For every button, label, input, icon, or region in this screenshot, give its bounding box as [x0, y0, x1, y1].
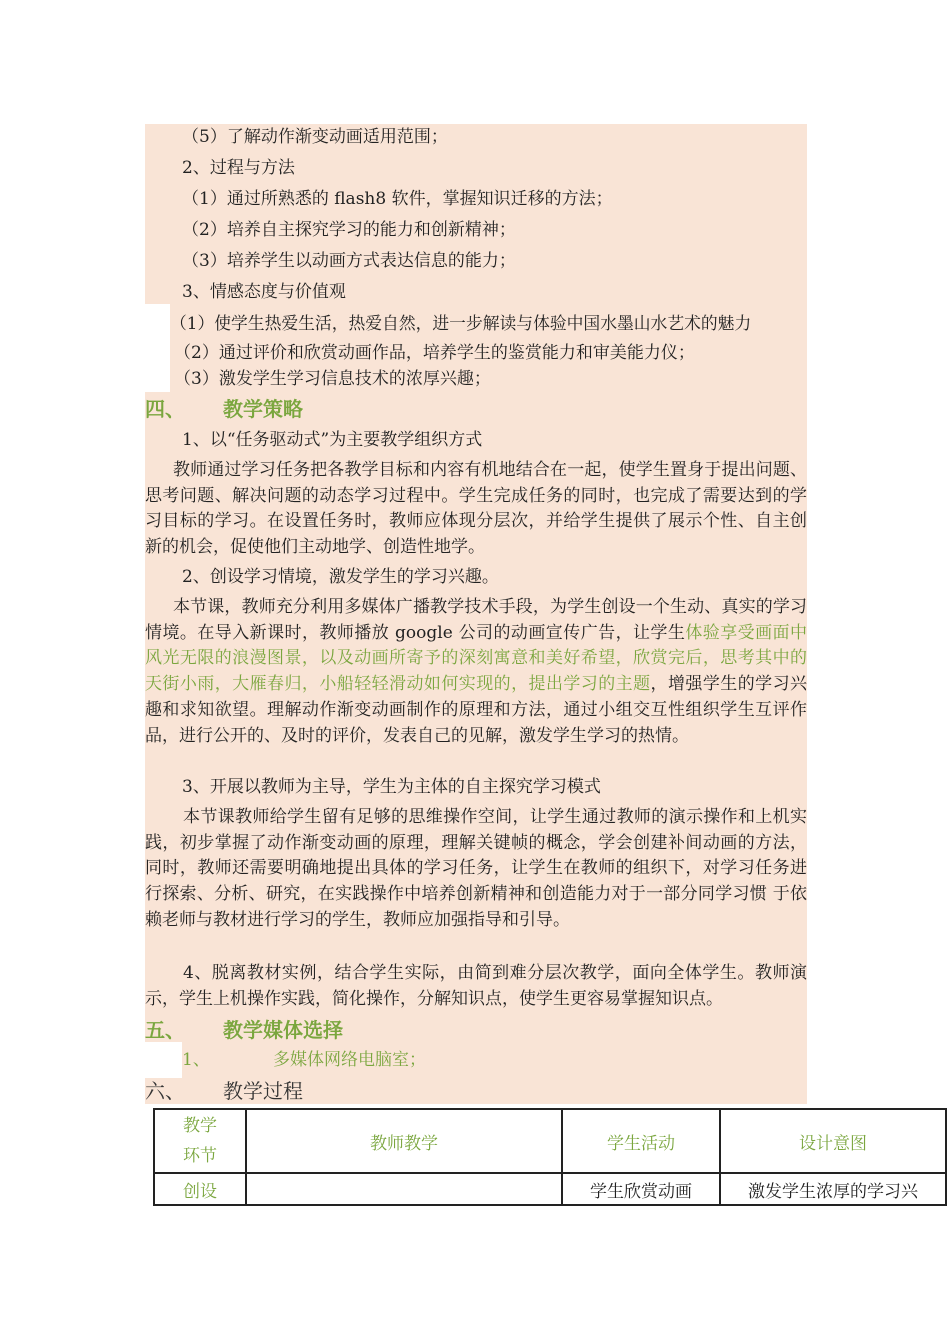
strategy-3-body: 本节课教师给学生留有足够的思维操作空间，让学生通过教师的演示操作和上机实践，初步掌握了动作渐变动画的原理，理解关键帧的概念，学会创建补间动画的方法，同时，教师还需要明确地提出具体的学习任务，让学生在教师的组织下，对学习任务进行探索、分析、研究，在实践操作中培养创新精神和创造能力对于一部分同学习惯 于依赖老师与教材进行学习的学生，教师应加强指导和引导。 [145, 807, 807, 930]
table-header-row [154, 1109, 946, 1173]
emotion-item-1: （1）使学生热爱生活，热爱自然，进一步解读与体验中国水墨山水艺术的魅力 [170, 313, 752, 333]
emotion-title: 3、情感态度与价值观 [182, 282, 346, 302]
strategy-2-body-c: ，增强学生的学习兴趣和求知欲望。理解动作渐变动画制作的原理和方法，通过小组交互性组织学生互评作品，进行公开的、及时的评价，发表自己的见解，激发学生学习的热情。 [145, 674, 808, 746]
section-6-title: 教学过程 [223, 1079, 303, 1103]
section-6-heading [145, 1079, 303, 1103]
strategy-1-title: 1、以“任务驱动式”为主要教学组织方式 [182, 430, 483, 450]
header-design-intent: 设计意图 [720, 1109, 946, 1173]
strategy-2-title: 2、创设学习情境，激发学生的学习兴趣。 [182, 567, 499, 587]
process-item-1: （1）通过所熟悉的 flash8 软件，掌握知识迁移的方法； [182, 189, 613, 209]
cell-stage: 创设 [154, 1173, 246, 1205]
media-item-number: 1、 [182, 1050, 210, 1070]
strategy-2-body [145, 595, 807, 749]
emotion-item-2: （2）通过评价和欣赏动画作品，培养学生的鉴赏能力和审美能力仪； [174, 343, 695, 363]
process-title: 2、过程与方法 [182, 158, 295, 178]
media-item-text: 多媒体网络电脑室； [273, 1050, 426, 1070]
header-teacher-teaching: 教师教学 [246, 1109, 562, 1173]
cell-student: 学生欣赏动画 [562, 1173, 720, 1205]
table-row [154, 1173, 946, 1205]
strategy-2-body-highlight: 体验享受画面中风光无限的浪漫图景，以及动画所寄予的深刻寓意和美好希望，欣赏完后，思考其中的天街小雨，大雁春归，小船轻轻滑动如何实现的，提出学习的主题 [145, 622, 807, 695]
section-4-number: 四、 [145, 397, 185, 421]
process-item-2: （2）培养自主探究学习的能力和创新精神； [182, 220, 516, 240]
strategy-3-title: 3、开展以教师为主导，学生为主体的自主探究学习模式 [182, 777, 601, 797]
section-5-heading [145, 1018, 343, 1042]
section-6-number: 六、 [145, 1079, 185, 1103]
header-student-activity: 学生活动 [562, 1109, 720, 1173]
strategy-2-body-a: 本节课，教师充分利用多媒体广播教学技术手段，为学生创设一个生动、真实的学习情境。在导入新课时，教师播放 google 公司的动画宣传广告，让学生 [145, 597, 807, 643]
strategy-4-body: 4、脱离教材实例，结合学生实际，由简到难分层次教学，面向全体学生。教师演示，学生上机操作实践，简化操作，分解知识点，使学生更容易掌握知识点。 [145, 963, 807, 1009]
section-4-heading [145, 397, 303, 421]
strategy-1-body: 教师通过学习任务把各教学目标和内容有机地结合在一起，使学生置身于提出问题、思考问题、解决问题的动态学习过程中。学生完成任务的同时，也完成了需要达到的学习目标的学习。在设置任务时，教师应体现分层次，并给学生提供了展示个性、自主创新的机会，促使他们主动地学、创造性地学。 [145, 460, 807, 558]
teaching-process-table [153, 1108, 947, 1206]
highlight-top [145, 124, 807, 304]
cell-teacher [246, 1173, 562, 1205]
header-teaching-stage: 教学环节 [154, 1109, 246, 1173]
section-5-number: 五、 [145, 1018, 185, 1042]
section-5-title: 教学媒体选择 [223, 1018, 343, 1042]
section-4-title: 教学策略 [223, 397, 303, 421]
process-item-3: （3）培养学生以动画方式表达信息的能力； [182, 251, 516, 271]
cell-intent: 激发学生浓厚的学习兴 [720, 1173, 946, 1205]
goal-item-5: （5）了解动作渐变动画适用范围； [182, 127, 448, 147]
emotion-item-3: （3）激发学生学习信息技术的浓厚兴趣； [174, 369, 491, 389]
